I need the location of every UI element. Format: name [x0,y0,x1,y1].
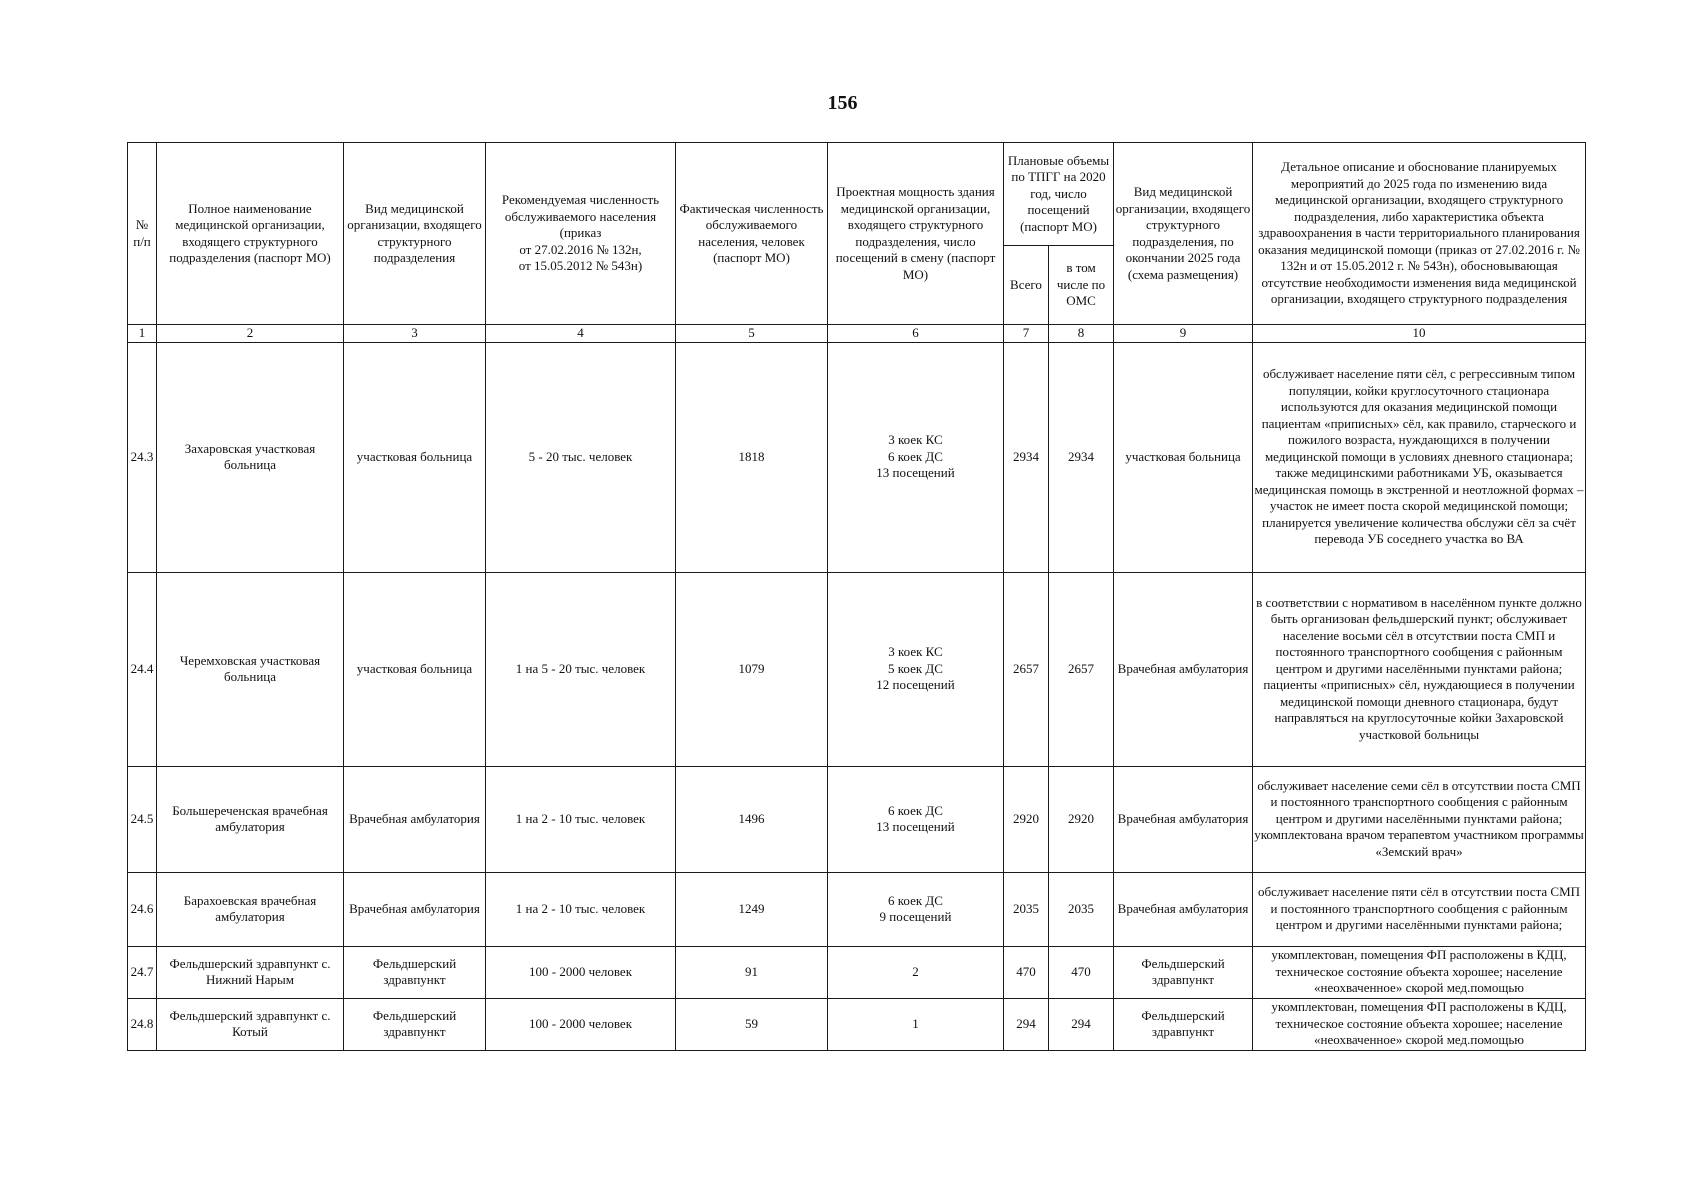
header-oms: в том числе по ОМС [1049,246,1114,325]
row-number: 24.5 [128,766,157,872]
column-number: 7 [1004,325,1049,343]
description: в соответствии с нормативом в населённом пункте должно быть организован фельдшерский пункт; обслуживает население восьми сёл в отсутствии поста СМП и постоянного транспортного сообщения с районным центром и другими населёнными пунктами района; пациенты «приписных» сёл, нуждающиеся в получении медицинской помощи дневного стационара, будут направляться на круглосуточные койки Захаровской участковой больницы [1253,572,1586,766]
organization-name: Барахоевская врачебная амбулатория [157,872,344,946]
organization-type: участковая больница [344,342,486,572]
actual-population: 1249 [676,872,828,946]
organization-name: Черемховская участковая больница [157,572,344,766]
row-number: 24.3 [128,342,157,572]
column-number: 10 [1253,325,1586,343]
organization-type-2025: участковая больница [1114,342,1253,572]
recommended-population: 1 на 2 - 10 тыс. человек [486,766,676,872]
table-row [128,766,1586,872]
organization-name: Фельдшерский здравпункт с. Котый [157,998,344,1050]
column-number: 3 [344,325,486,343]
planned-oms: 2657 [1049,572,1114,766]
recommended-population: 1 на 5 - 20 тыс. человек [486,572,676,766]
organization-type: Врачебная амбулатория [344,766,486,872]
organization-type-2025: Врачебная амбулатория [1114,766,1253,872]
description: укомплектован, помещения ФП расположены в КДЦ, техническое состояние объекта хорошее; население «неохваченное» скорой мед.помощью [1253,998,1586,1050]
organization-type: Врачебная амбулатория [344,872,486,946]
table-row [128,342,1586,572]
column-number: 5 [676,325,828,343]
design-capacity: 6 коек ДС 13 посещений [828,766,1004,872]
column-number: 1 [128,325,157,343]
description: укомплектован, помещения ФП расположены в КДЦ, техническое состояние объекта хорошее; население «неохваченное» скорой мед.помощью [1253,946,1586,998]
row-number: 24.8 [128,998,157,1050]
planned-oms: 470 [1049,946,1114,998]
planned-total: 2920 [1004,766,1049,872]
column-number-row [128,325,1586,343]
planned-oms: 294 [1049,998,1114,1050]
header-num: № п/п [128,143,157,325]
row-number: 24.4 [128,572,157,766]
design-capacity: 6 коек ДС 9 посещений [828,872,1004,946]
header-type: Вид медицинской организации, входящего структурного подразделения [344,143,486,325]
table-body [128,342,1586,1050]
description: обслуживает население пяти сёл, с регрессивным типом популяции, койки круглосуточного стационара используются для оказания медицинской помощи пациентам «приписных» сёл, как правило, старческого и пожилого возраста, нуждающихся в получении медицинской помощи в условиях дневного стационара; также медицинскими работниками УБ, оказывается медицинская помощь в экстренной и неотложной формах – участок не имеет поста скорой медицинской помощи; планируется увеличение количества обслужи сёл за счёт перевода УБ соседнего участка во ВА [1253,342,1586,572]
organization-type-2025: Врачебная амбулатория [1114,572,1253,766]
recommended-population: 5 - 20 тыс. человек [486,342,676,572]
organization-name: Захаровская участковая больница [157,342,344,572]
actual-population: 1818 [676,342,828,572]
header-capacity: Проектная мощность здания медицинской организации, входящего структурного подразделения, число посещений в смену (паспорт МО) [828,143,1004,325]
description: обслуживает население семи сёл в отсутствии поста СМП и постоянного транспортного сообщения с районным центром и другими населёнными пунктами района; укомплектована врачом терапевтом участником программы «Земский врач» [1253,766,1586,872]
table-row [128,998,1586,1050]
header-actual: Фактическая численность обслуживаемого населения, человек (паспорт МО) [676,143,828,325]
design-capacity: 1 [828,998,1004,1050]
organization-name: Фельдшерский здравпункт с. Нижний Нарым [157,946,344,998]
recommended-population: 100 - 2000 человек [486,998,676,1050]
actual-population: 59 [676,998,828,1050]
actual-population: 1079 [676,572,828,766]
column-number: 6 [828,325,1004,343]
actual-population: 1496 [676,766,828,872]
table-row [128,946,1586,998]
header-planned-volumes: Плановые объемы по ТПГГ на 2020 год, число посещений (паспорт МО) [1004,143,1114,246]
header-description: Детальное описание и обоснование планируемых мероприятий до 2025 года по изменению вида медицинской организации, входящего структурного подразделения, либо характеристика объекта здравоохранения в части территориального планирования оказания медицинской помощи (приказ от 27.02.2016 г. № 132н и от 15.05.2012 г. № 543н), обосновывающая отсутствие необходимости изменения вида медицинской организации, входящего структурного подразделения [1253,143,1586,325]
design-capacity: 3 коек КС 6 коек ДС 13 посещений [828,342,1004,572]
organization-name: Большереченская врачебная амбулатория [157,766,344,872]
organization-type: участковая больница [344,572,486,766]
column-number: 9 [1114,325,1253,343]
organization-type: Фельдшерский здравпункт [344,946,486,998]
planned-total: 470 [1004,946,1049,998]
header-row-1 [128,143,1586,246]
recommended-population: 1 на 2 - 10 тыс. человек [486,872,676,946]
header-recommended: Рекомендуемая численность обслуживаемого населения (приказ от 27.02.2016 № 132н, от 15.05.2012 № 543н) [486,143,676,325]
design-capacity: 3 коек КС 5 коек ДС 12 посещений [828,572,1004,766]
recommended-population: 100 - 2000 человек [486,946,676,998]
table-row [128,572,1586,766]
planned-oms: 2035 [1049,872,1114,946]
organization-type-2025: Фельдшерский здравпункт [1114,946,1253,998]
organization-type: Фельдшерский здравпункт [344,998,486,1050]
header-name: Полное наименование медицинской организации, входящего структурного подразделения (паспорт МО) [157,143,344,325]
column-number: 4 [486,325,676,343]
row-number: 24.7 [128,946,157,998]
column-number: 8 [1049,325,1114,343]
planned-total: 2657 [1004,572,1049,766]
organization-type-2025: Врачебная амбулатория [1114,872,1253,946]
main-table [127,142,1586,1051]
design-capacity: 2 [828,946,1004,998]
planned-total: 294 [1004,998,1049,1050]
header-type-2025: Вид медицинской организации, входящего структурного подразделения, по окончании 2025 года (схема размещения) [1114,143,1253,325]
header-total: Всего [1004,246,1049,325]
planned-total: 2934 [1004,342,1049,572]
planned-oms: 2920 [1049,766,1114,872]
row-number: 24.6 [128,872,157,946]
planned-oms: 2934 [1049,342,1114,572]
actual-population: 91 [676,946,828,998]
description: обслуживает население пяти сёл в отсутствии поста СМП и постоянного транспортного сообщения с районным центром и другими населёнными пунктами района; [1253,872,1586,946]
page-number: 156 [827,92,858,114]
organization-type-2025: Фельдшерский здравпункт [1114,998,1253,1050]
table-row [128,872,1586,946]
column-number: 2 [157,325,344,343]
planned-total: 2035 [1004,872,1049,946]
